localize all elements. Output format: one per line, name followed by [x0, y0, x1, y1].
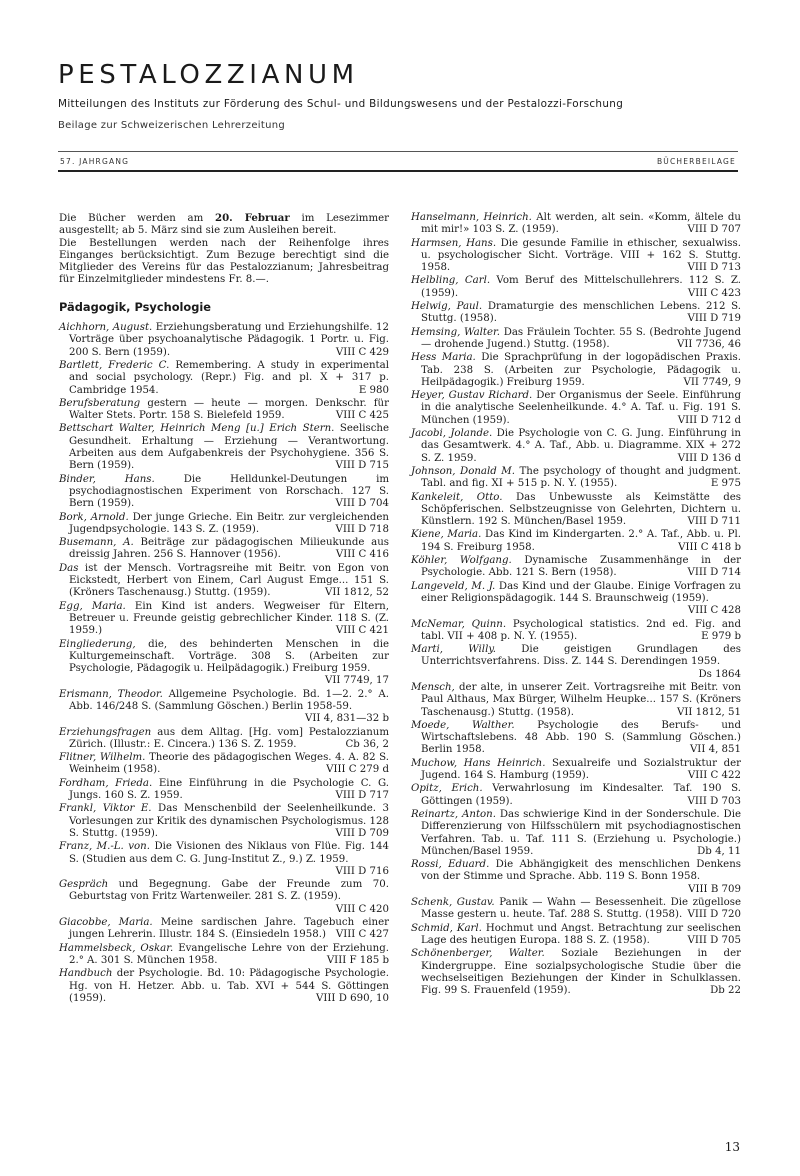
entry-shelfmark: Ds 1864 — [698, 668, 741, 680]
entry-shelfmark: VIII D 717 — [335, 790, 389, 802]
entry-text: Sexualreife und Sozialstruktur der Jugend. 164 S. Hamburg (1959). — [421, 757, 741, 782]
entry-text: Psychological statistics. 2nd ed. Fig. and tabl. VII + 408 p. N. Y. (1955). — [421, 618, 741, 642]
bibliography-entry — [411, 275, 741, 300]
entry-author: Binder, Hans. — [59, 473, 155, 485]
entry-shelfmark: VIII B 709 — [688, 883, 741, 895]
bibliography-entry — [411, 529, 741, 554]
entry-author: Heyer, Gustav Richard. — [411, 390, 533, 402]
entry-text: Panik — Wahn — Besessenheit. Die zügellose Masse gestern u. heute. Taf. 288 S. Stuttg. (1958). — [421, 897, 742, 921]
bibliography-entry — [411, 619, 741, 644]
left-entry-list — [59, 322, 389, 1005]
entry-text: Das Menschenbild der Seelenheilkunde. 3 Vorlesungen zur Kritik des dynamischen Psychologismus. 128 S. Stuttg. (1959). — [69, 803, 389, 839]
bibliography-entry — [59, 423, 389, 472]
entry-author: Handbuch — [59, 968, 113, 980]
bibliography-entry — [411, 758, 741, 783]
entry-author: Hess Maria. — [411, 352, 476, 364]
entry-shelfmark: VIII D 711 — [687, 516, 741, 528]
bibliography-entry — [411, 428, 741, 465]
right-entry-list — [411, 212, 741, 997]
entry-author: Egg, Maria. — [59, 600, 126, 612]
supplement-note: Beilage zur Schweizerischen Lehrerzeitung — [58, 120, 286, 131]
bibliography-entry — [411, 783, 741, 808]
entry-author: Reinartz, Anton. — [411, 808, 496, 820]
bibliography-entry — [411, 466, 741, 491]
bibliography-entry — [59, 322, 389, 359]
intro-date: 20. Februar — [214, 212, 290, 224]
entry-author: Flitner, Wilhelm. — [59, 752, 146, 764]
entry-author: Giacobbe, Maria. — [59, 917, 153, 929]
entry-text: Alt werden, alt sein. «Komm, ältele du mit mir!» 103 S. Z. (1959). — [421, 212, 741, 236]
entry-shelfmark: VIII C 420 — [335, 903, 389, 915]
entry-text: Das Unbewusste als Keimstätte des Schöpferischen. Selbstzeugnisse von Gelehrten, Dichtern u. Künstlern. 192 S. München/Basel 1959. — [421, 491, 742, 528]
bibliography-entry — [59, 639, 389, 688]
bibliography-entry — [411, 238, 741, 275]
entry-shelfmark: VII 4, 831—32 b — [305, 713, 389, 725]
entry-text: Theorie des pädagogischen Weges. 4. A. 82 S. Weinheim (1958). — [69, 752, 389, 776]
bibliography-entry — [411, 644, 741, 681]
entry-text: Remembering. A study in experimental and social psychology. (Repr.) Fig. and pl. X + 317 p. Cambridge 1954. — [69, 359, 389, 396]
entry-shelfmark: VIII D 712 d — [677, 414, 741, 426]
entry-shelfmark: VIII C 422 — [687, 770, 741, 782]
entry-author: Gespräch — [59, 879, 109, 891]
entry-author: Fordham, Frieda. — [59, 777, 153, 789]
entry-author: Kankeleit, Otto. — [411, 491, 503, 503]
bibliography-entry — [59, 398, 389, 423]
journal-title: PESTALOZZIANUM — [58, 60, 359, 90]
entry-shelfmark: VII 7749, 9 — [683, 376, 741, 388]
entry-text: gestern — heute — morgen. Denkschr. für Walter Stets. Portr. 158 S. Bielefeld 1959. — [69, 397, 389, 422]
bibliography-entry — [411, 301, 741, 326]
page-number: 13 — [724, 1140, 740, 1154]
bibliography-entry — [411, 923, 741, 948]
section-heading: Pädagogik, Psychologie — [59, 299, 212, 314]
entry-shelfmark: Cb 36, 2 — [345, 738, 389, 750]
entry-text: Die gesunde Familie in ethischer, sexualwiss. u. psychologischer Sicht. Vorträge. VIII + 162 S. Stuttg. 1958. — [421, 237, 741, 274]
bibliography-entry — [59, 968, 389, 1005]
entry-author: Mensch, — [411, 681, 455, 693]
bibliography-entry — [411, 809, 741, 858]
entry-text: Der Organismus der Seele. Einführung in die analytische Seelenheilkunde. 4.° A. Taf. u. Fig. 191 S. München (1959). — [421, 390, 741, 426]
entry-author: Johnson, Donald M. — [411, 465, 515, 477]
entry-text: die, des behinderten Menschen in die Kulturgemeinschaft. Vorträge. 308 S. (Arbeiten zur Psychologie, Pädagogik u. Heilpädagogik.) Freiburg 1959. — [69, 638, 389, 675]
entry-text: Vom Beruf des Mittelschullehrers. 112 S. Z. (1959). — [421, 275, 741, 299]
entry-text: Beiträge zur pädagogischen Milieukunde aus dreissig Jahren. 256 S. Hannover (1956). — [69, 537, 389, 561]
bibliography-entry — [59, 474, 389, 511]
entry-shelfmark: VIII C 423 — [687, 287, 741, 299]
left-column — [59, 212, 389, 1006]
entry-shelfmark: Db 22 — [710, 985, 741, 997]
bibliography-entry — [411, 682, 741, 719]
entry-shelfmark: VIII D 704 — [335, 498, 389, 510]
bibliography-entry — [59, 778, 389, 803]
entry-shelfmark: VII 7736, 46 — [676, 338, 741, 350]
entry-author: Köhler, Wolfgang. — [411, 555, 512, 567]
entry-shelfmark: VIII D 716 — [335, 865, 389, 877]
bibliography-entry — [59, 841, 389, 878]
intro-p1-after: im Lesezimmer ausgestellt; ab 5. März sind sie zum Ausleihen bereit. — [59, 213, 390, 237]
entry-text: und Begegnung. Gabe der Freunde zum 70. Geburtstag von Fritz Wartenweiler. 281 S. Z. (1959). — [69, 879, 389, 903]
entry-shelfmark: VIII D 714 — [687, 567, 741, 579]
bibliography-entry — [59, 689, 389, 726]
entry-shelfmark: Db 4, 11 — [697, 845, 741, 857]
entry-text: Meine sardischen Jahre. Tagebuch einer jungen Lehrerin. Illustr. 184 S. (Einsiedeln 1958.) — [69, 917, 389, 941]
masthead — [58, 60, 738, 131]
bibliography-entry — [411, 352, 741, 389]
bibliography-entry — [59, 943, 389, 968]
entry-text: Das Kind im Kindergarten. 2.° A. Taf., Abb. u. Pl. 194 S. Freiburg 1958. — [421, 529, 741, 553]
entry-text: Das Kind und der Glaube. Einige Vorfragen zu einer Religionspädagogik. 144 S. Braunschweig (1959). — [421, 580, 741, 604]
entry-shelfmark: VIII D 690, 10 — [316, 992, 389, 1004]
entry-author: Aichhorn, August. — [59, 322, 153, 334]
entry-author: Schenk, Gustav. — [411, 897, 495, 909]
bibliography-entry — [411, 859, 741, 896]
bibliography-entry — [59, 360, 389, 397]
entry-text: Hochmut und Angst. Betrachtung zur seelischen Lage des heutigen Europa. 188 S. Z. (1958). — [421, 922, 741, 946]
intro-text — [59, 212, 389, 287]
entry-author: Busemann, A. — [59, 537, 134, 549]
entry-author: Eingliederung, — [59, 638, 136, 650]
entry-text: Dramaturgie des menschlichen Lebens. 212 S. Stuttg. (1958). — [421, 301, 741, 325]
entry-author: Harmsen, Hans. — [411, 237, 497, 249]
entry-shelfmark: VII 7749, 17 — [324, 675, 389, 687]
bibliography-entry — [59, 803, 389, 840]
entry-shelfmark: VIII D 709 — [335, 827, 389, 839]
entry-shelfmark: VII 1812, 52 — [324, 587, 389, 599]
entry-text: der Psychologie. Bd. 10: Pädagogische Psychologie. Hg. von H. Hetzer. Abb. u. Tab. XVI + 544 S. Göttingen (1959). — [69, 968, 389, 1004]
entry-text: ist der Mensch. Vortragsreihe mit Beitr. von Egon von Eickstedt, Herbert von Einem, Carl August Emge... 151 S. (Kröners Taschenausg.) Stuttg. (1959). — [69, 562, 389, 599]
entry-text: der alte, in unserer Zeit. Vortragsreihe mit Beitr. von Paul Althaus, Max Bürger, Wilhelm Heupke... 157 S. (Kröners Taschenausg.) Stuttg. (1958). — [421, 681, 741, 718]
entry-text: Psychologie des Berufs- und Wirtschaftslebens. 48 Abb. 190 S. (Sammlung Göschen.) Berlin 1958. — [421, 719, 741, 756]
bibliography-entry — [59, 563, 389, 600]
entry-shelfmark: VIII C 418 b — [678, 541, 741, 553]
entry-shelfmark: VIII C 421 — [335, 625, 389, 637]
entry-author: Schmid, Karl. — [411, 922, 482, 934]
entry-author: Bork, Arnold. — [59, 511, 129, 523]
entry-text: Die Abhängigkeit des menschlichen Denkens von der Stimme und Sprache. Abb. 119 S. Bonn 1958. — [421, 859, 742, 883]
entry-shelfmark: VIII F 185 b — [326, 954, 389, 966]
bibliography-entry — [59, 752, 389, 777]
entry-text: Ein Kind ist anders. Wegweiser für Eltern, Betreuer u. Freunde geistig gebrechlicher Kinder. 118 S. (Z. 1959.) — [69, 600, 389, 637]
entry-author: McNemar, Quinn. — [411, 618, 507, 630]
entry-author: Bartlett, Frederic C. — [59, 359, 170, 371]
entry-author: Erziehungsfragen — [59, 726, 152, 738]
bibliography-entry — [411, 720, 741, 757]
entry-author: Helwig, Paul. — [411, 301, 483, 313]
bibliography-entry — [411, 948, 741, 997]
entry-author: Moede, Walther. — [411, 719, 515, 731]
bibliography-entry — [411, 212, 741, 237]
entry-text: Die geistigen Grundlagen des Unterrichtsverfahrens. Diss. Z. 144 S. Derendingen 1959. — [421, 644, 741, 668]
entry-text: aus dem Alltag. [Hg. vom] Pestalozzianum Zürich. (Illustr.: E. Cincera.) 136 S. Z. 1959. — [69, 726, 389, 750]
entry-text: Erziehungsberatung und Erziehungshilfe. 12 Vorträge über psychoanalytische Pädagogik. 1 Portr. u. Fig. 200 S. Bern (1959). — [69, 322, 389, 358]
bibliography-entry — [411, 492, 741, 529]
entry-text: Die Helldunkel-Deutungen im psychodiagnostischen Experiment von Rorschach. 127 S. Bern (1959). — [69, 473, 389, 510]
bibliography-entry — [411, 581, 741, 618]
bibliography-entry — [411, 555, 741, 580]
entry-shelfmark: VIII D 713 — [687, 262, 741, 274]
bibliography-entry — [411, 897, 741, 922]
entry-shelfmark: VIII C 425 — [335, 410, 389, 422]
entry-text: Seelische Gesundheit. Erhaltung — Erziehung — Verantwortung. Arbeiten aus dem Aufgabenkreis der Psychohygiene. 356 S. Bern (1959). — [69, 423, 389, 472]
entry-shelfmark: E 975 — [710, 478, 741, 490]
entry-shelfmark: VIII D 715 — [335, 460, 389, 472]
bibliography-entry — [59, 601, 389, 638]
entry-author: Opitz, Erich. — [411, 783, 483, 795]
bibliography-entry — [59, 727, 389, 752]
entry-author: Langeveld, M. J. — [411, 580, 496, 592]
entry-author: Frankl, Viktor E. — [59, 803, 152, 815]
volume-label: 57. JAHRGANG — [60, 157, 130, 166]
entry-text: The psychology of thought and judgment. Tabl. and fig. XI + 515 p. N. Y. (1955). — [421, 465, 741, 490]
entry-author: Hammelsbeck, Oskar. — [59, 942, 174, 954]
entry-shelfmark: E 979 b — [701, 630, 741, 642]
entry-shelfmark: VIII C 416 — [335, 549, 389, 561]
entry-text: Allgemeine Psychologie. Bd. 1—2. 2.° A. Abb. 146/248 S. (Sammlung Göschen.) Berlin 1958-59. — [69, 688, 389, 712]
entry-text: Eine Einführung in die Psychologie C. G. Jungs. 160 S. Z. 1959. — [69, 777, 389, 802]
entry-shelfmark: VIII D 703 — [687, 795, 741, 807]
entry-shelfmark: VIII C 279 d — [326, 764, 389, 776]
entry-shelfmark: VIII C 429 — [335, 346, 389, 358]
entry-author: Erismann, Theodor. — [59, 688, 163, 700]
entry-shelfmark: VIII D 718 — [335, 523, 389, 535]
entry-shelfmark: VIII D 707 — [687, 224, 741, 236]
right-column — [411, 212, 741, 998]
entry-text: Die Sprachprüfung in der logopädischen Praxis. Tab. 238 S. (Arbeiten zur Psychologie, Pädagogik u. Heilpädagogik.) Freiburg 1959. — [421, 352, 741, 388]
section-label: BÜCHERBEILAGE — [656, 157, 736, 166]
entry-author: Bettschart Walter, Heinrich Meng [u.] Erich Stern. — [59, 423, 335, 435]
entry-text: Verwahrlosung im Kindesalter. Taf. 190 S. Göttingen (1959). — [421, 783, 741, 807]
header-rule-bottom — [58, 170, 738, 172]
entry-text: Das schwierige Kind in der Sonderschule. Die Differenzierung von Hilfsschülern mit psychodiagnostischen Verfahren. Tab. u. Taf. 111 S. (Erziehung u. Psychologie.) München/Basel 1959. — [421, 808, 741, 857]
bibliography-entry — [59, 879, 389, 916]
entry-text: Der junge Grieche. Ein Beitr. zur vergleichenden Jugendpsychologie. 143 S. Z. (1959). — [69, 511, 389, 535]
bibliography-entry — [411, 390, 741, 427]
entry-author: Rossi, Eduard. — [411, 859, 490, 871]
entry-author: Muchow, Hans Heinrich. — [411, 757, 546, 769]
entry-author: Helbling, Carl. — [411, 275, 491, 287]
entry-text: Dynamische Zusammenhänge in der Psychologie. Abb. 121 S. Bern (1958). — [421, 555, 741, 579]
intro-paragraph-2: Die Bestellungen werden nach der Reihenfolge ihres Einganges berücksichtigt. Zum Bezuge berechtigt sind die Mitglieder des Vereins für das Pestalozzianum; Jahresbeitrag für Einzelmitglieder mindestens Fr. 8.—. — [59, 237, 389, 286]
intro-paragraph-1 — [59, 212, 389, 238]
entry-author: Hemsing, Walter. — [411, 326, 501, 338]
bibliography-entry — [411, 327, 741, 352]
entry-shelfmark: VII 4, 851 — [689, 744, 741, 756]
entry-author: Schönenberger, Walter. — [411, 948, 545, 960]
entry-text: Die Psychologie von C. G. Jung. Einführung in das Gesamtwerk. 4.° A. Taf., Abb. u. Diagramme. XIX + 272 S. Z. 1959. — [421, 428, 741, 464]
bibliography-entry — [59, 917, 389, 942]
entry-shelfmark: VIII C 427 — [335, 929, 389, 941]
intro-p1-before: Die Bücher werden am — [59, 213, 215, 224]
entry-author: Marti, Willy. — [411, 644, 496, 656]
entry-author: Kiene, Maria. — [411, 529, 482, 541]
entry-shelfmark: VIII D 719 — [687, 313, 741, 325]
entry-shelfmark: VIII D 136 d — [677, 452, 741, 464]
entry-author: Das — [59, 562, 79, 574]
entry-author: Berufsberatung — [59, 397, 141, 409]
entry-shelfmark: VII 1812, 51 — [676, 706, 741, 718]
entry-text: Soziale Beziehungen in der Kindergruppe. Eine sozialpsychologische Studie über die wechselseitigen Beziehungen der Kinder in Schulklassen. Fig. 99 S. Frauenfeld (1959). — [421, 948, 741, 997]
entry-shelfmark: E 980 — [358, 384, 389, 396]
entry-text: Die Visionen des Niklaus von Flüe. Fig. 144 S. (Studien aus dem C. G. Jung-Institut Z., 9.) Z. 1959. — [69, 841, 389, 865]
entry-author: Franz, M.-L. von. — [59, 841, 150, 853]
journal-subtitle: Mitteilungen des Instituts zur Förderung des Schul- und Bildungswesens und der Pestalozzi-Forschung — [58, 98, 624, 110]
entry-author: Hanselmann, Heinrich. — [411, 212, 532, 223]
entry-shelfmark: VIII D 720 — [687, 909, 741, 921]
bibliography-entry — [59, 512, 389, 537]
bibliography-entry — [59, 537, 389, 562]
entry-text: Evangelische Lehre von der Erziehung. 2.° A. 301 S. München 1958. — [69, 942, 390, 966]
entry-shelfmark: VIII D 705 — [687, 934, 741, 946]
entry-text: Das Fräulein Tochter. 55 S. (Bedrohte Jugend — drohende Jugend.) Stuttg. (1958). — [421, 326, 741, 350]
entry-shelfmark: VIII C 428 — [687, 605, 741, 617]
entry-author: Jacobi, Jolande. — [411, 428, 493, 440]
